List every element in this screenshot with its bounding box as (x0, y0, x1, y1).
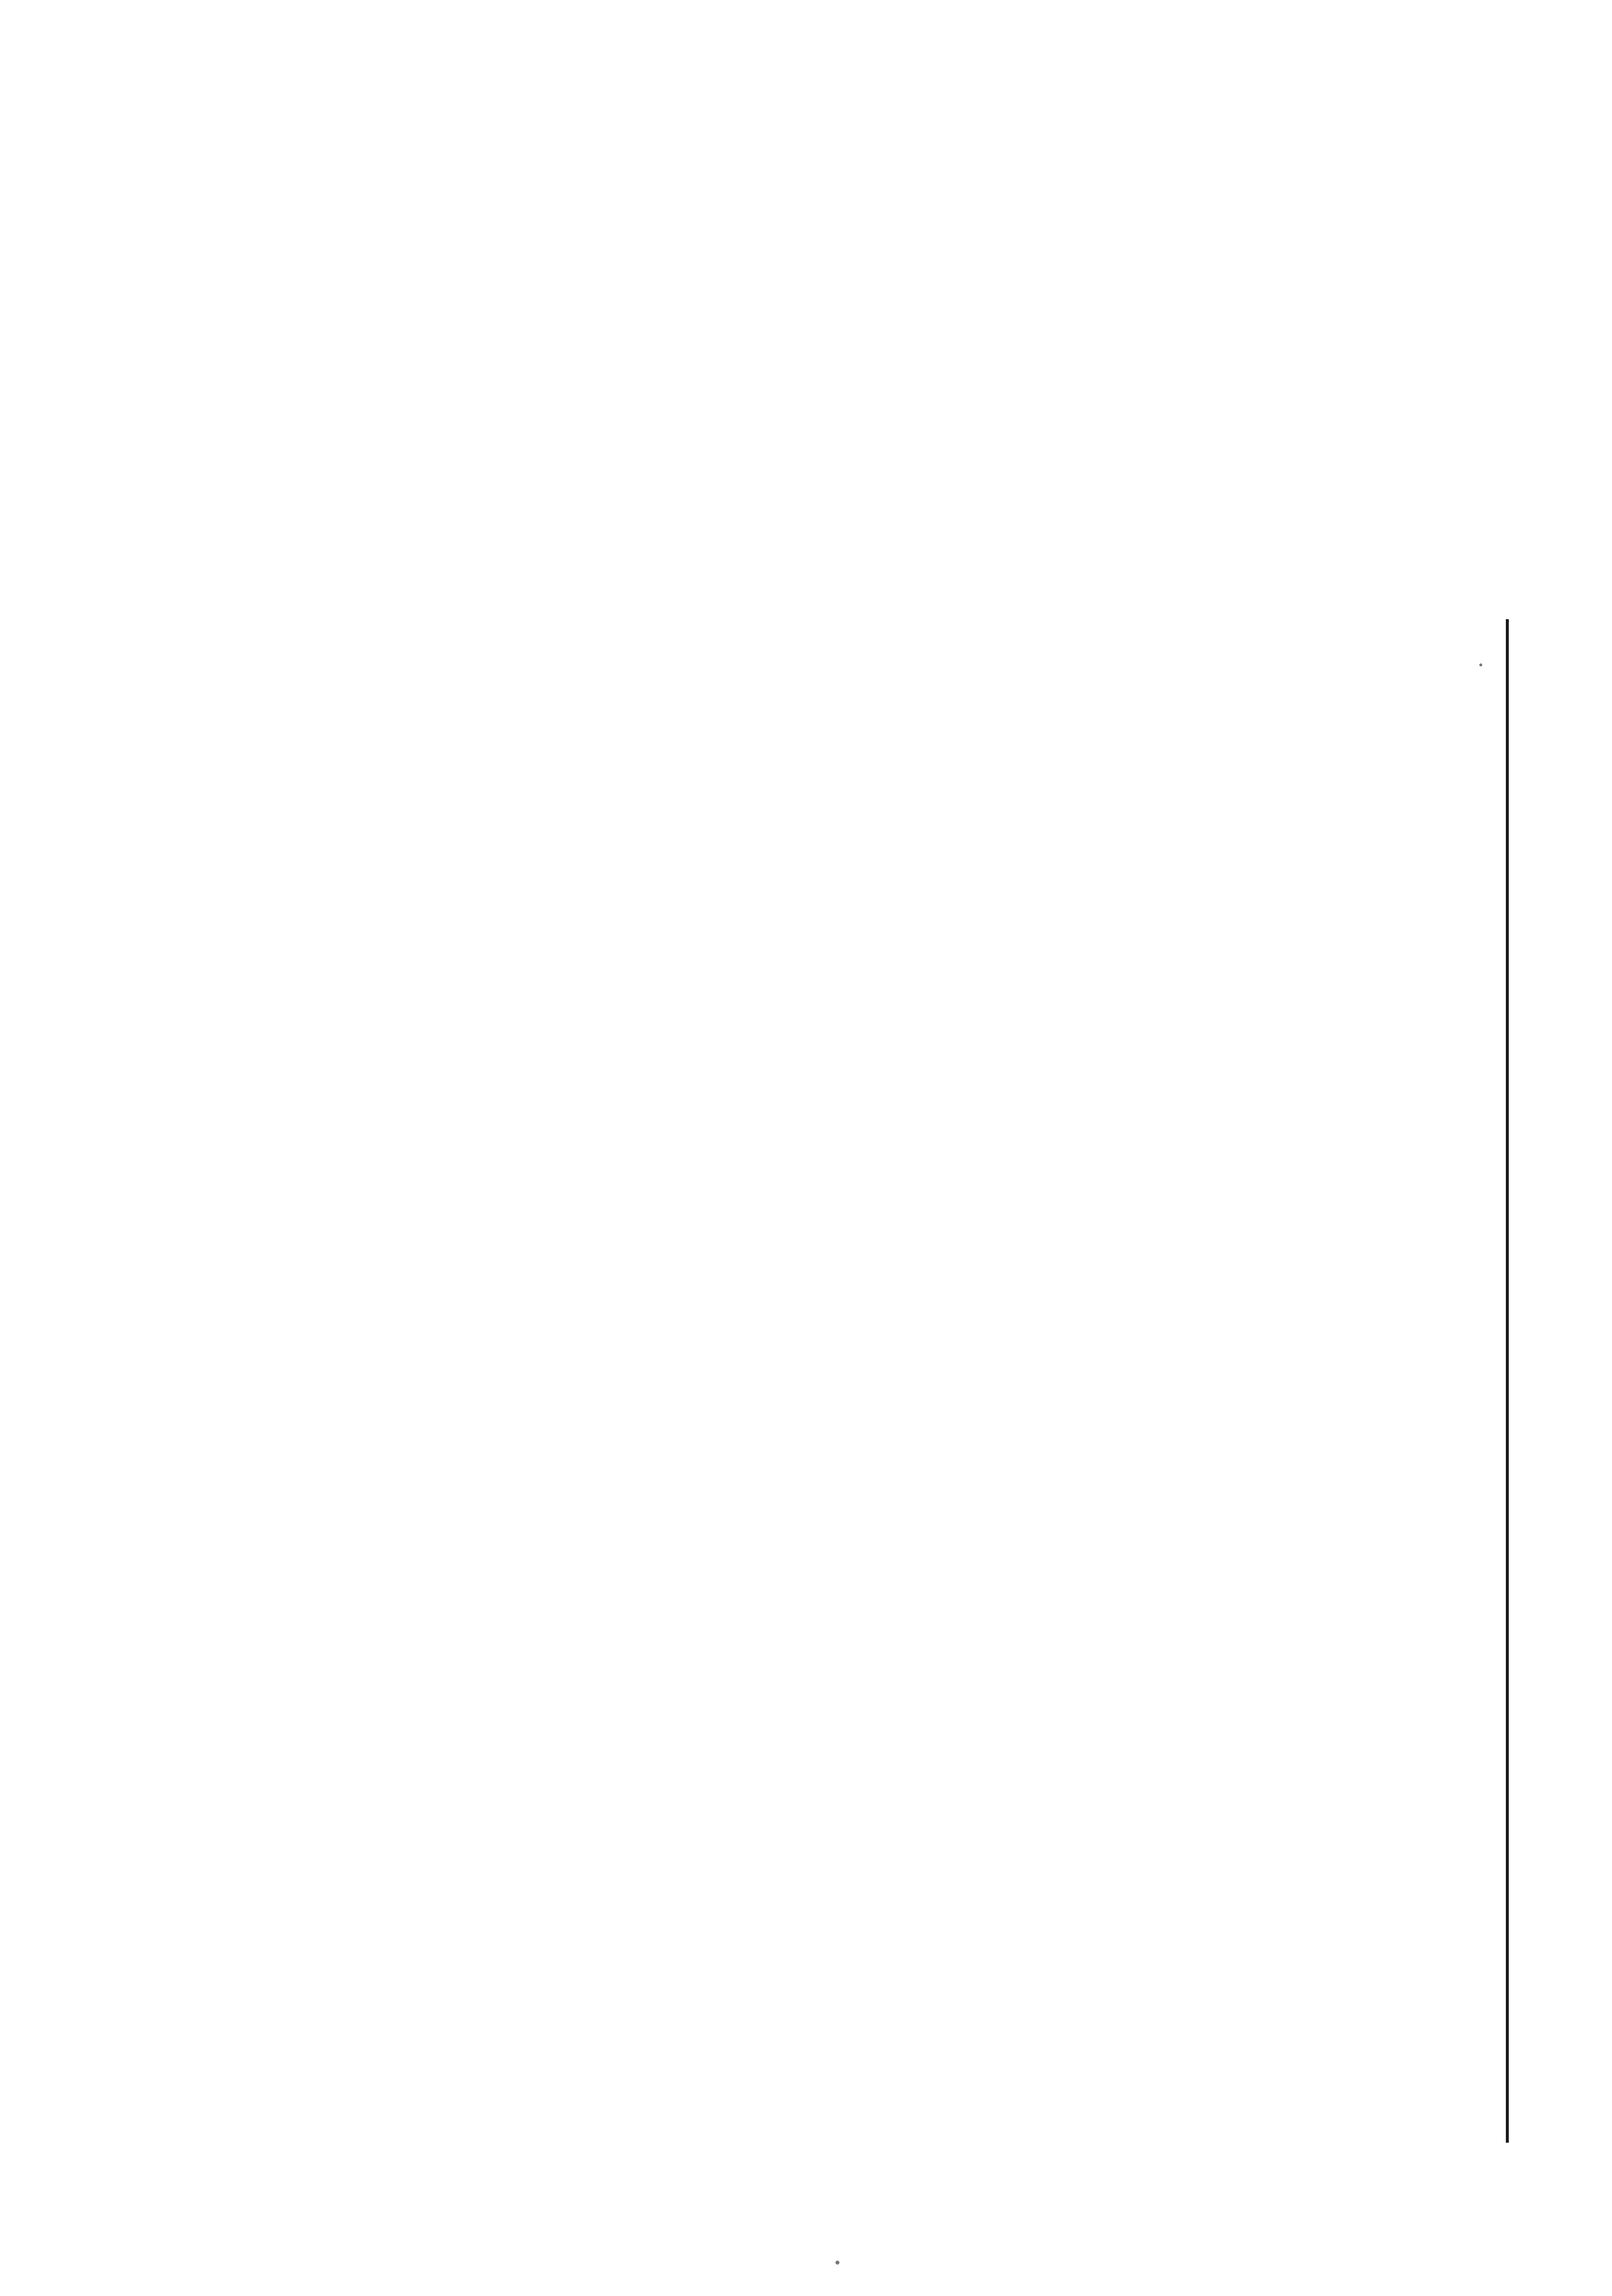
newspaper-clipping (1504, 619, 1612, 2143)
bottom-rule (1506, 619, 1509, 2143)
scan-speck (1479, 663, 1482, 666)
scan-speck (835, 2261, 839, 2265)
